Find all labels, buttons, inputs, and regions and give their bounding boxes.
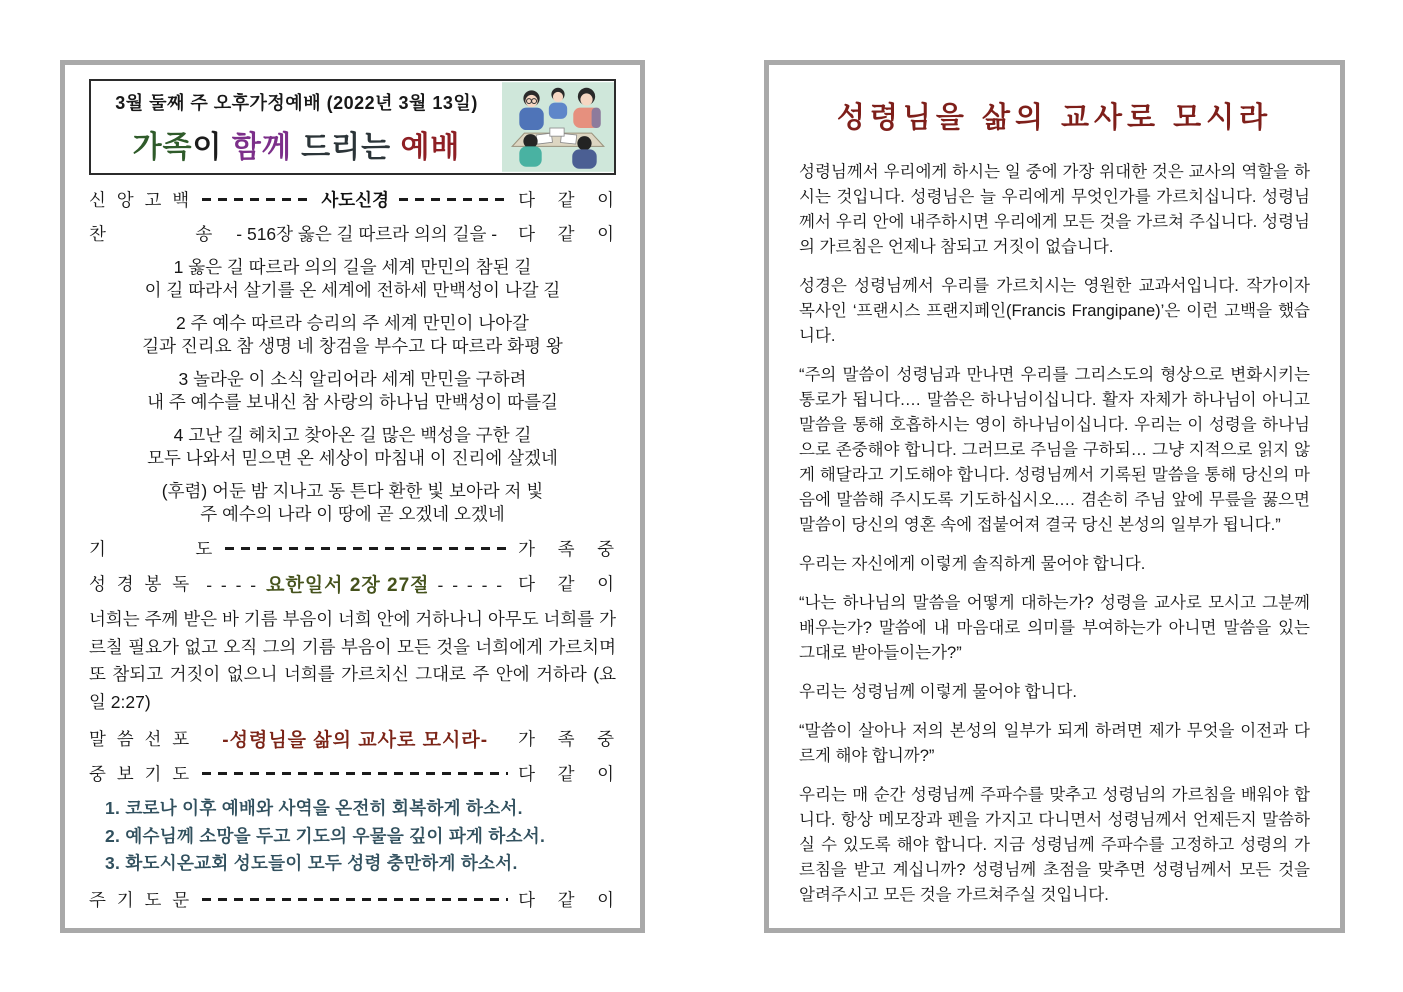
hymn-verse-line: 3 놀라운 이 소식 알리어라 세계 만민을 구하려 [178, 369, 527, 389]
hymn-chorus [89, 480, 616, 526]
confession-by: 다 같 이 [518, 190, 617, 210]
sermon-title-inline: -성령님을 삶의 교사로 모시라- [222, 730, 489, 751]
sermon-paragraph-6: 우리는 성령님께 이렇게 물어야 합니다. [799, 683, 1077, 701]
left-page-worship-order [60, 60, 645, 933]
hymn-verse-line: (후렴) 어둔 밤 지나고 동 튼다 환한 빛 보아라 저 빛 [161, 481, 544, 501]
prayer-label: 기 도 [89, 539, 216, 559]
prayer-by: 가 족 중 [518, 539, 616, 559]
apostles-creed-label: 사도신경 [321, 190, 389, 210]
leader-line [225, 547, 508, 550]
sermon-paragraph-7: “말씀이 살아나 저의 본성의 일부가 되게 하려면 제가 무엇을 이전과 다르게 해야 합니까?” [799, 722, 1310, 765]
sermon-paragraph-8: 우리는 매 순간 성령님께 주파수를 맞추고 성령님의 가르침을 배워야 합니다. 항상 메모장과 펜을 가지고 다니면서 성령님께서 언제든지 말씀하실 수 있도록 해야 합니다. 지금 성령님께 주파수를 고정하고 성령의 가르침을 받고 계십니까? 성령님께 초점을 맞추면 성령님께서 모든 것을 알려주시고 모든 것을 가르쳐주실 것입니다. [799, 786, 1310, 904]
sermon-paragraph-5: “나는 하나님의 말씀을 어떻게 대하는가? 성령을 교사로 모시고 그분께 배우는가? 말씀에 내 마음대로 의미를 부여하는가 아니면 말씀을 있는 그대로 받아들이는가?” [799, 594, 1310, 662]
order-line-intercession [89, 761, 616, 786]
hymn-title: - 516장 옳은 길 따르라 의의 길을 - [236, 224, 498, 244]
order-line-hymn [89, 221, 616, 246]
right-page-sermon [764, 60, 1345, 933]
order-line-prayer [89, 536, 616, 561]
sermon-paragraph-4: 우리는 자신에게 이렇게 솔직하게 물어야 합니다. [799, 555, 1146, 573]
leader-line [202, 198, 311, 201]
sermon-paragraph-3: “주의 말씀이 성령님과 만나면 우리를 그리스도의 형상으로 변화시키는 통로가 됩니다.… 말씀은 하나님이십니다. 활자 자체가 하나님이 아니고 말씀을 통해 호흡하시는 영이 하나님이십니다. 우리는 이 성령을 하나님으로 존중해야 합니다. 그러므로 주님을 구하되… 그냥 지적으로 읽지 않게 해달라고 기도해야 합니다. 성령님께서 기록된 말씀을 통해 당신의 마음에 말씀해 주시도록 기도하십시오.… 겸손히 주님 앞에 무릎을 꿇으면 말씀이 당신의 영혼 속에 접붙어져 결국 당신 본성의 일부가 됩니다.” [799, 366, 1310, 534]
order-line-lords-prayer [89, 887, 616, 912]
title-word-together: 함께 [231, 130, 292, 164]
order-line-sermon [89, 725, 616, 752]
family-reading-illustration-svg [502, 81, 614, 173]
lords-prayer-by: 다 같 이 [518, 889, 616, 910]
intercession-item-2: 2. 예수님께 소망을 두고 기도의 우물을 깊이 파게 하소서. [105, 825, 546, 846]
hymn-label: 찬 송 [89, 224, 216, 244]
scripture-reference-group [192, 570, 518, 597]
title-word-worship: 예배 [400, 130, 461, 164]
intercession-item-1: 1. 코로나 이후 예배와 사역을 온전히 회복하게 하소서. [105, 798, 523, 818]
sermon-page-title: 성령님을 삶의 교사로 모시라 [836, 102, 1273, 134]
intercession-label: 중 보 기 도 [89, 764, 193, 784]
sermon-paragraph-1: 성령님께서 우리에게 하시는 일 중에 가장 위대한 것은 교사의 역할을 하시는 것입니다. 성령님은 늘 우리에게 무엇인가를 가르치십니다. 성령님께서 우리 안에 내주하시면 우리에게 모든 것을 가르쳐 주십니다. 성령님의 가르침은 언제나 참되고 거짓이 없습니다. [799, 163, 1310, 256]
scripture-reading-by: 다 같 이 [518, 574, 616, 594]
scripture-reading-label: 성 경 봉 독 [89, 574, 193, 594]
sermon-label: 말 씀 선 포 [89, 729, 193, 749]
hymn-verse-line: 주 예수의 나라 이 땅에 곧 오겠네 오겠네 [200, 504, 505, 524]
bulletin-header-box [89, 79, 616, 175]
order-line-scripture-reading [89, 570, 616, 597]
leader-line [399, 198, 508, 201]
leader-line [202, 898, 508, 901]
hymn-verse-line: 길과 진리요 참 생명 네 창검을 부수고 다 따르라 화평 왕 [142, 336, 563, 356]
intercession-item-3: 3. 화도시온교회 성도들이 모두 성령 충만하게 하소서. [105, 853, 518, 873]
hymn-verse-line: 내 주 예수를 보내신 참 사랑의 하나님 만백성이 따를길 [147, 392, 558, 412]
hymn-verse-4 [89, 424, 616, 470]
sermon-by: 가 족 중 [518, 729, 616, 749]
dash-run: - - - - - [437, 575, 505, 595]
intercession-by: 다 같 이 [518, 764, 616, 784]
header-text-block [91, 81, 502, 173]
hymn-verse-2 [89, 312, 616, 358]
hymn-verse-line: 모두 나와서 믿으면 온 세상이 마침내 이 진리에 살겠네 [147, 448, 558, 468]
hymn-verse-line: 4 고난 길 헤치고 찾아온 길 많은 백성을 구한 길 [173, 425, 532, 445]
hymn-verse-3 [89, 368, 616, 414]
intercession-prayer-list [89, 795, 616, 878]
dash-run: - - - - [206, 575, 259, 595]
bulletin-title [133, 122, 461, 166]
hymn-verse-line: 1 옳은 길 따르라 의의 길을 세계 만민의 참된 길 [173, 257, 532, 277]
confession-label: 신 앙 고 백 [89, 190, 193, 210]
hymn-by: 다 같 이 [518, 224, 616, 244]
title-particle: 이 [192, 130, 232, 164]
hymn-verse-1 [89, 256, 616, 302]
service-date-line: 3월 둘째 주 오후가정예배 (2022년 3월 13일) [115, 92, 478, 113]
leader-line [202, 772, 508, 775]
sermon-paragraph-2: 성경은 성령님께서 우리를 가르치시는 영원한 교과서입니다. 작가이자 목사인 ‘프랜시스 프랜지페인(Francis Frangipane)’은 이런 고백을 했습니다. [799, 277, 1310, 345]
scripture-reference: 요한일서 2장 27절 [266, 575, 430, 596]
title-word-family: 가족 [132, 130, 193, 164]
order-line-confession [89, 187, 616, 212]
title-word-offering: 드리는 [291, 130, 401, 164]
hymn-verse-line: 이 길 따라서 살기를 온 세계에 전하세 만백성이 나갈 길 [144, 280, 561, 300]
lords-prayer-label: 주 기 도 문 [89, 889, 193, 910]
scripture-passage: 너희는 주께 받은 바 기름 부음이 너희 안에 거하나니 아무도 너희를 가르칠 필요가 없고 오직 그의 기름 부음이 모든 것을 너희에게 가르치며 또 참되고 거짓이 없으니 너희를 가르치신 그대로 주 안에 거하라 (요일 2:27) [89, 609, 616, 712]
hymn-verse-line: 2 주 예수 따르라 승리의 주 세계 만민이 나아갈 [176, 313, 529, 333]
family-illustration [502, 81, 614, 173]
